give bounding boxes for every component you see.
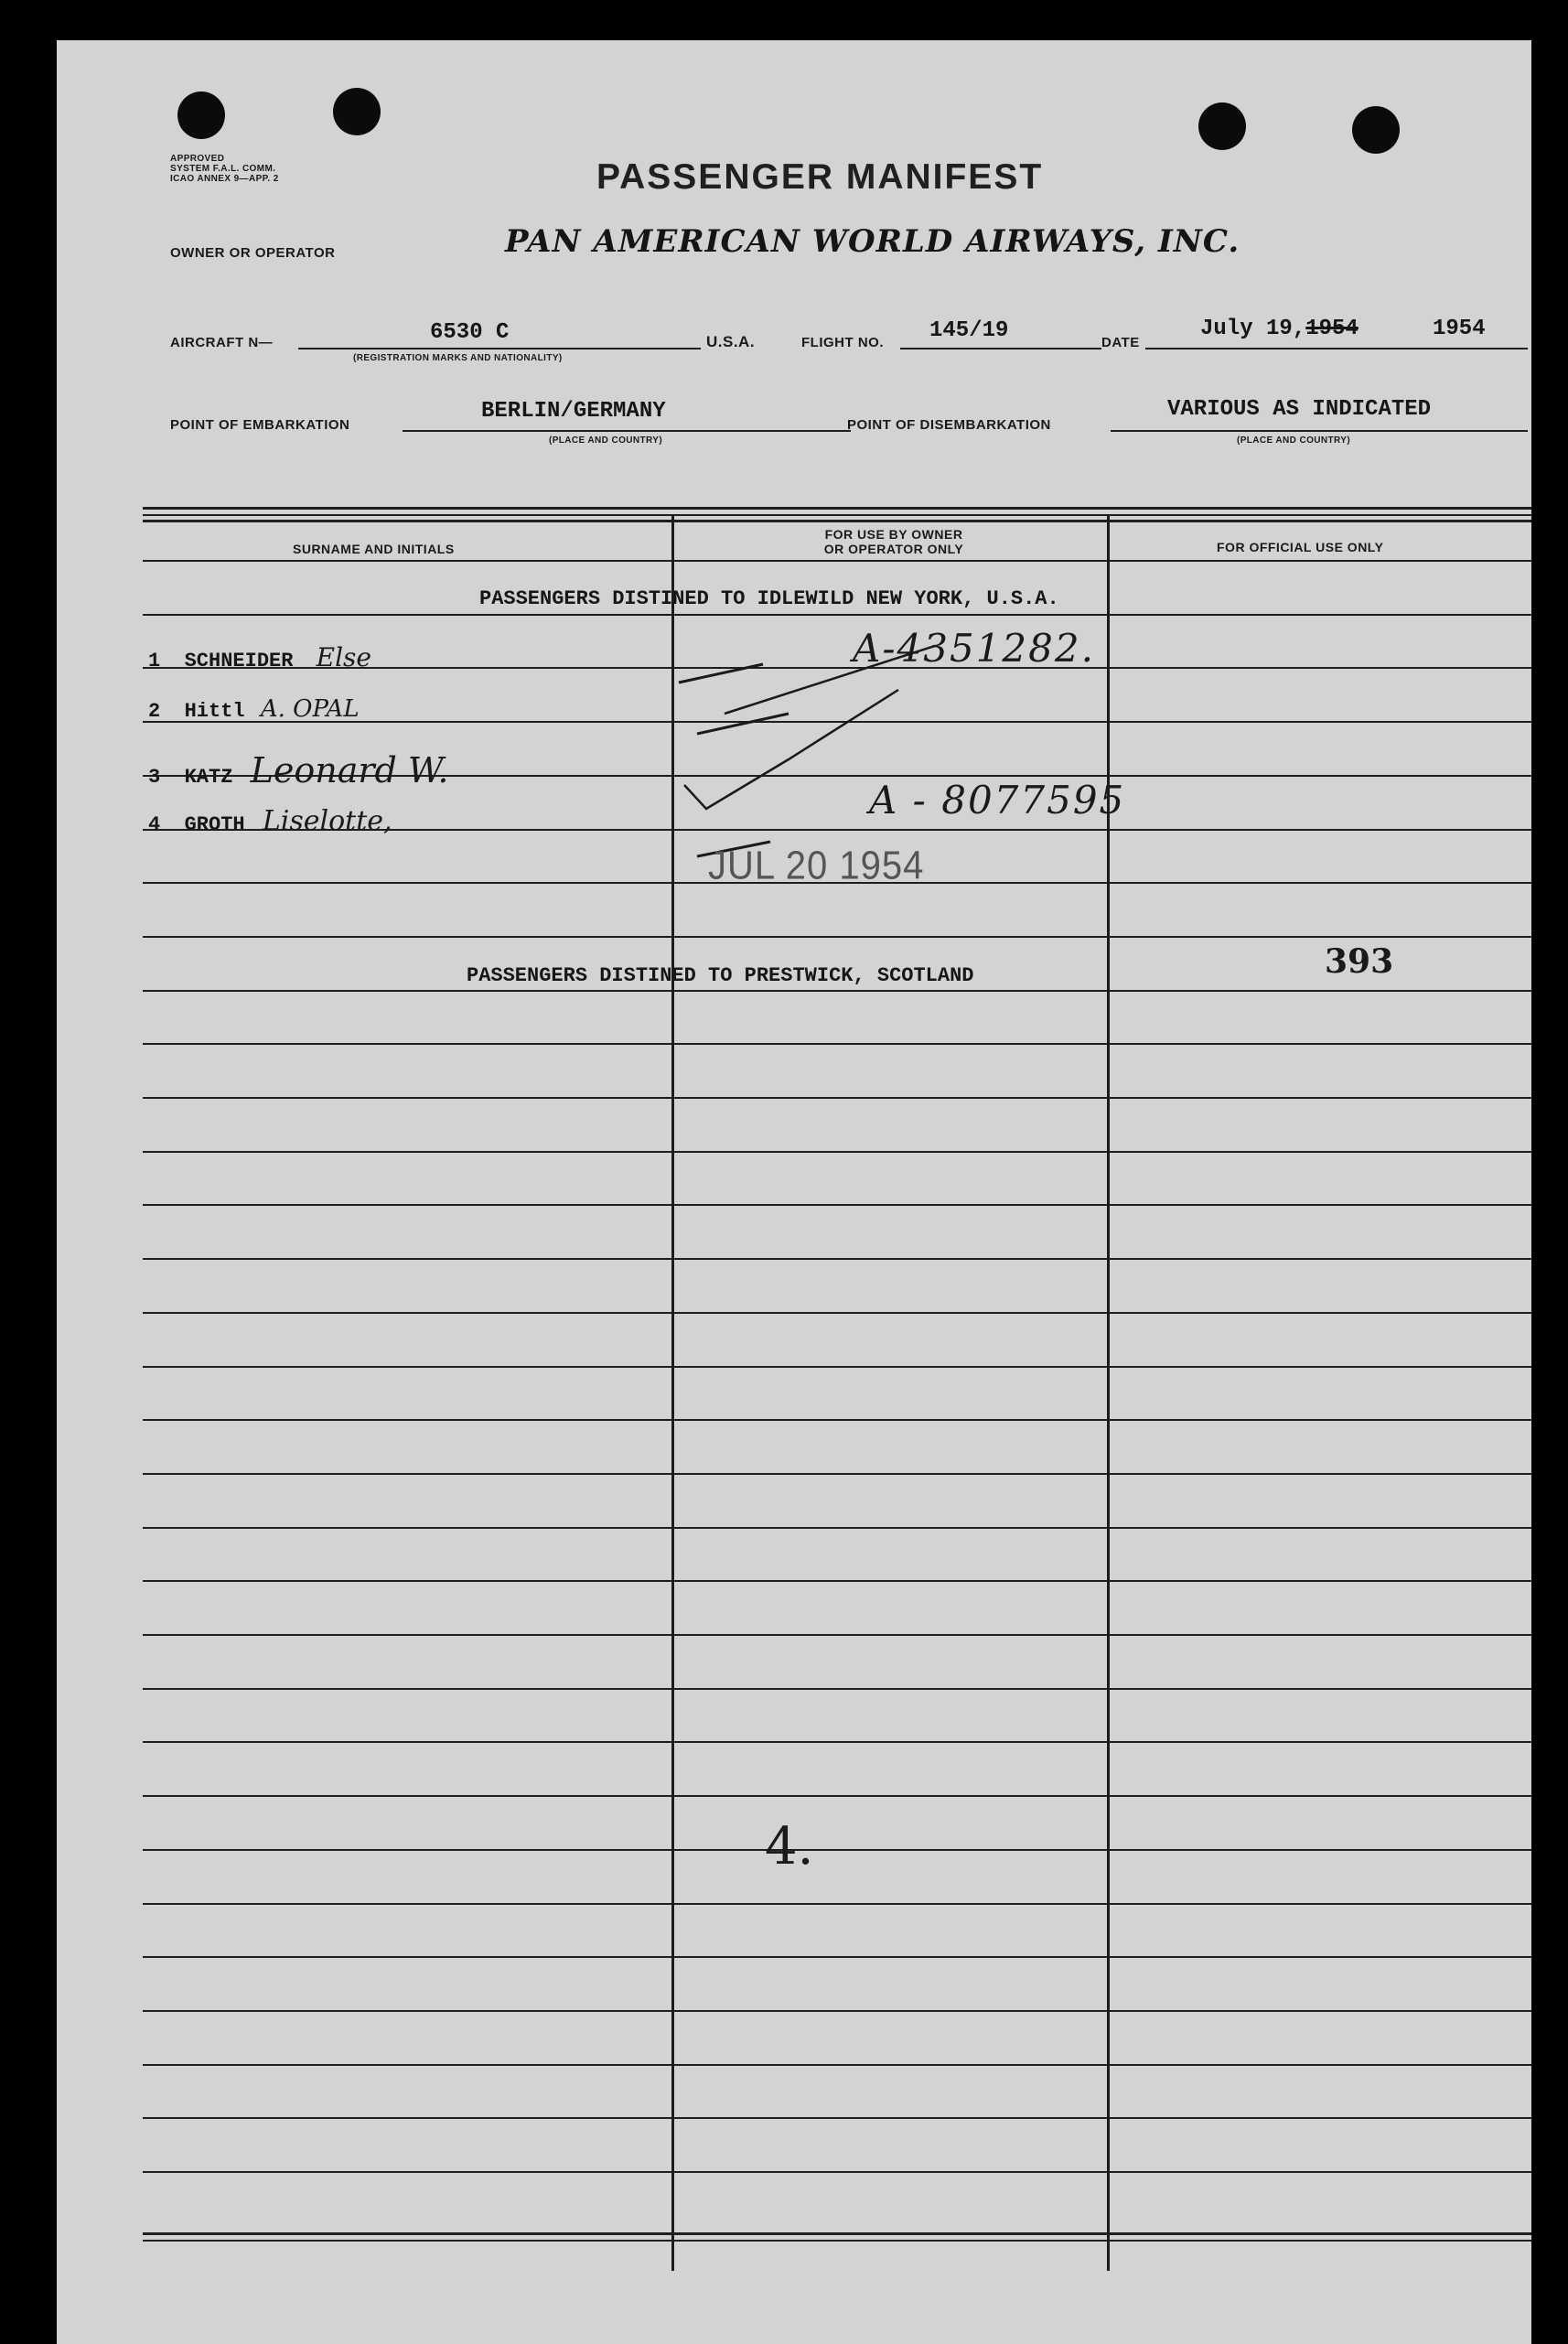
disembark-label: POINT OF DISEMBARKATION (847, 417, 1051, 433)
table-rule (143, 1473, 1531, 1475)
page-title: PASSENGER MANIFEST (596, 157, 1044, 197)
check-marks (624, 626, 953, 864)
section-prestwick: PASSENGERS DISTINED TO PRESTWICK, SCOTLAND (467, 964, 974, 987)
embark-value: BERLIN/GERMANY (481, 399, 666, 424)
table-rule (143, 1419, 1531, 1421)
alien-number: A - 8077595 (869, 778, 1126, 823)
col-owner: FOR USE BY OWNER OR OPERATOR ONLY (823, 527, 964, 556)
table-rule (143, 1795, 1531, 1797)
table-rule (143, 2117, 1531, 2119)
usa-label: U.S.A. (706, 333, 756, 350)
col-official: FOR OFFICIAL USE ONLY (1217, 540, 1384, 554)
date-year: 1954 (1433, 317, 1486, 341)
company-name: PAN AMERICAN WORLD AIRWAYS, INC. (505, 223, 1240, 260)
table-rule (143, 1312, 1531, 1314)
table-rule (143, 1258, 1531, 1260)
disembark-caption: (PLACE AND COUNTRY) (1237, 435, 1351, 446)
table-rule (143, 2010, 1531, 2012)
table-rule (143, 936, 1531, 938)
table-rule (143, 1849, 1531, 1851)
table-rule (143, 1903, 1531, 1905)
passenger-row: 2 Hittl A. OPAL (148, 695, 360, 723)
passenger-row: 3 KATZ Leonard W. (148, 750, 449, 790)
table-rule (143, 1527, 1531, 1529)
punch-hole (333, 88, 381, 135)
table-rule (143, 2171, 1531, 2173)
date-label: DATE (1101, 335, 1140, 350)
table-rule (143, 560, 1531, 562)
table-rule (143, 1741, 1531, 1743)
passenger-count: 4. (765, 1817, 814, 1876)
date-value: July 19,1954 (1200, 317, 1359, 341)
table-rule (143, 1688, 1531, 1690)
registration-caption: (REGISTRATION MARKS AND NATIONALITY) (353, 353, 563, 363)
alien-number: A-4351282. (853, 626, 1095, 671)
table-rule (143, 1366, 1531, 1368)
table-rule (143, 1634, 1531, 1636)
disembark-value: VARIOUS AS INDICATED (1167, 397, 1432, 422)
embark-caption: (PLACE AND COUNTRY) (549, 435, 663, 446)
table-rule (143, 614, 1531, 616)
stamp-number: 393 (1325, 942, 1394, 981)
flight-value: 145/19 (929, 318, 1009, 343)
date-stamp: JUL 20 1954 (708, 843, 925, 888)
passenger-row: 4 GROTH Liselotte, (148, 805, 392, 837)
owner-label: OWNER OR OPERATOR (170, 245, 336, 261)
table-rule (143, 1043, 1531, 1045)
flight-label: FLIGHT NO. (801, 335, 884, 350)
aircraft-value: 6530 C (430, 320, 510, 345)
table-rule (143, 1151, 1531, 1153)
manifest-page (57, 40, 1531, 2344)
table-rule (143, 1204, 1531, 1206)
aircraft-label: AIRCRAFT N— (170, 335, 274, 350)
punch-hole (1352, 106, 1400, 154)
punch-hole (177, 91, 225, 139)
embark-label: POINT OF EMBARKATION (170, 417, 350, 433)
col-surname: SURNAME AND INITIALS (293, 542, 455, 556)
approved-note: APPROVED SYSTEM F.A.L. COMM. ICAO ANNEX 9—APP. 2 (170, 154, 279, 184)
passenger-row: 1 SCHNEIDER Else (148, 642, 371, 672)
punch-hole (1198, 102, 1246, 150)
table-rule (143, 1097, 1531, 1099)
section-new-york: PASSENGERS DISTINED TO IDLEWILD NEW YORK, U.S.A. (479, 587, 1059, 610)
table-rule (143, 1956, 1531, 1958)
struck-year: 1954 (1305, 317, 1359, 341)
table-rule (143, 990, 1531, 992)
table-rule (143, 1580, 1531, 1582)
table-rule (143, 2064, 1531, 2066)
